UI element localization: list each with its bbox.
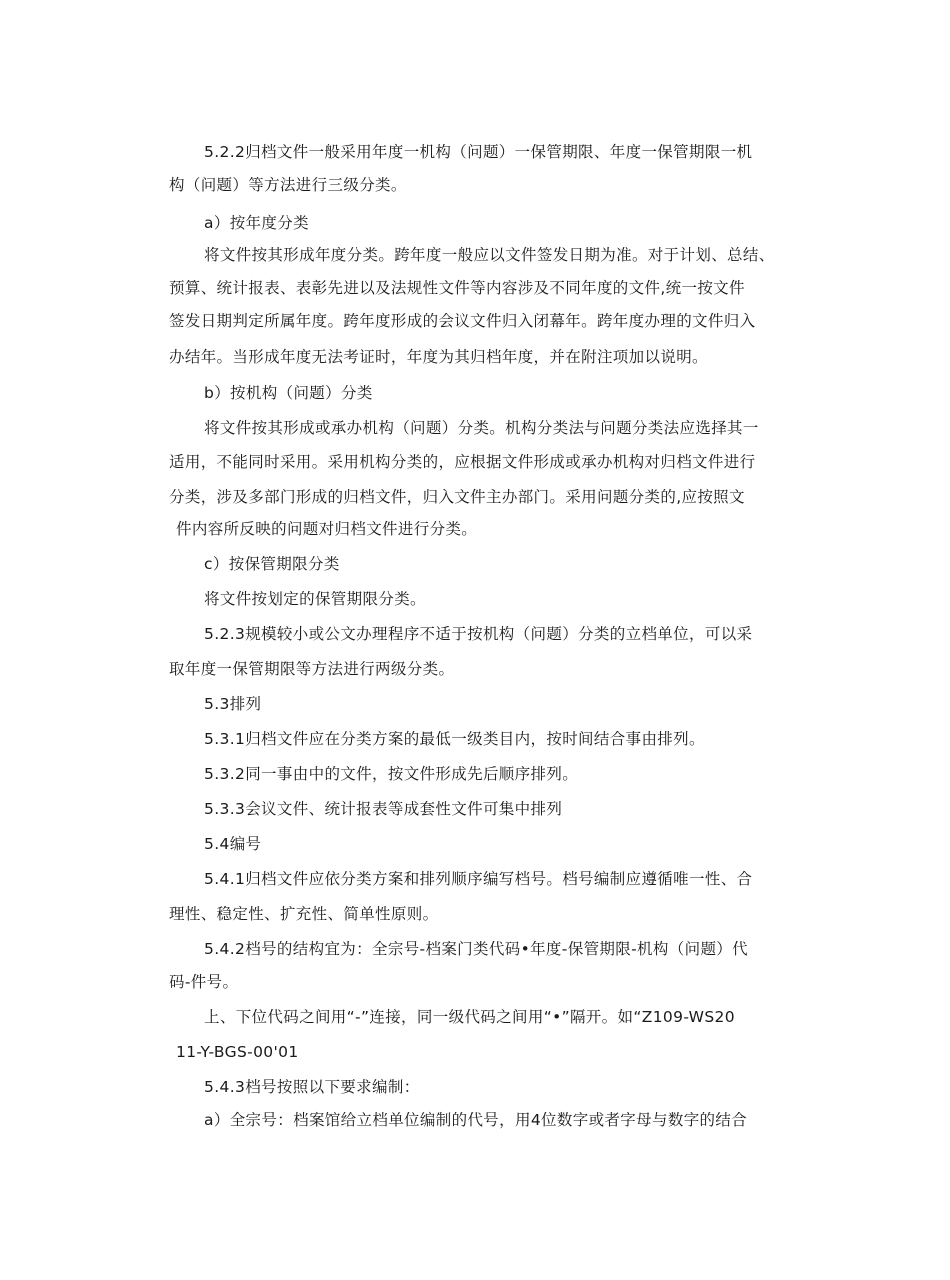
- paragraph-line: 将文件按其形成年度分类。跨年度一般应以文件签发日期为准。对于计划、总结、: [204, 246, 775, 264]
- paragraph-line: 上、下位代码之间用“-”连接，同一级代码之间用“•”隔开。如“Z109-WS20: [204, 1008, 735, 1026]
- paragraph-line: 5.4.3档号按照以下要求编制：: [204, 1078, 420, 1096]
- paragraph-line: 预算、统计报表、表彰先进以及法规性文件等内容涉及不同年度的文件,统一按文件: [169, 279, 745, 297]
- paragraph-line: 构（问题）等方法进行三级分类。: [169, 176, 407, 194]
- section-heading: 5.3排列: [204, 695, 262, 713]
- list-heading: b）按机构（问题）分类: [204, 384, 373, 402]
- paragraph-line: 5.3.3会议文件、统计报表等成套性文件可集中排列: [204, 800, 563, 818]
- paragraph-line: 5.2.2归档文件一般采用年度一机构（问题）一保管期限、年度一保管期限一机: [204, 143, 753, 161]
- list-heading: c）按保管期限分类: [204, 555, 340, 573]
- paragraph-line: 5.3.1归档文件应在分类方案的最低一级类目内，按时间结合事由排列。: [204, 730, 705, 748]
- paragraph-line: 5.4.2档号的结构宜为：全宗号-档案门类代码•年度-保管期限-机构（问题）代: [204, 940, 749, 958]
- section-heading: 5.4编号: [204, 835, 262, 853]
- paragraph-line: 将文件按划定的保管期限分类。: [204, 590, 426, 608]
- paragraph-line: 5.3.2同一事由中的文件，按文件形成先后顺序排列。: [204, 765, 579, 783]
- paragraph-line: 11-Y-BGS-00'01: [176, 1043, 299, 1061]
- list-heading: a）按年度分类: [204, 214, 309, 232]
- paragraph-line: 5.4.1归档文件应依分类方案和排列顺序编写档号。档号编制应遵循唯一性、合: [204, 870, 753, 888]
- paragraph-line: 取年度一保管期限等方法进行两级分类。: [169, 660, 455, 678]
- paragraph-line: 办结年。当形成年度无法考证时，年度为其归档年度，并在附注项加以说明。: [169, 348, 708, 366]
- paragraph-line: 码-件号。: [169, 973, 239, 991]
- paragraph-line: 件内容所反映的问题对归档文件进行分类。: [176, 520, 478, 538]
- paragraph-line: 理性、稳定性、扩充性、简单性原则。: [169, 905, 439, 923]
- paragraph-line: 将文件按其形成或承办机构（问题）分类。机构分类法与问题分类法应选择其一: [204, 419, 759, 437]
- paragraph-line: 分类，涉及多部门形成的归档文件，归入文件主办部门。采用问题分类的,应按照文: [169, 488, 745, 506]
- paragraph-line: 5.2.3规模较小或公文办理程序不适于按机构（问题）分类的立档单位，可以采: [204, 625, 753, 643]
- paragraph-line: 适用，不能同时采用。采用机构分类的，应根据文件形成或承办机构对归档文件进行: [169, 453, 756, 471]
- paragraph-line: a）全宗号：档案馆给立档单位编制的代号，用4位数字或者字母与数字的结合: [204, 1111, 748, 1129]
- paragraph-line: 签发日期判定所属年度。跨年度形成的会议文件归入闭幕年。跨年度办理的文件归入: [169, 312, 756, 330]
